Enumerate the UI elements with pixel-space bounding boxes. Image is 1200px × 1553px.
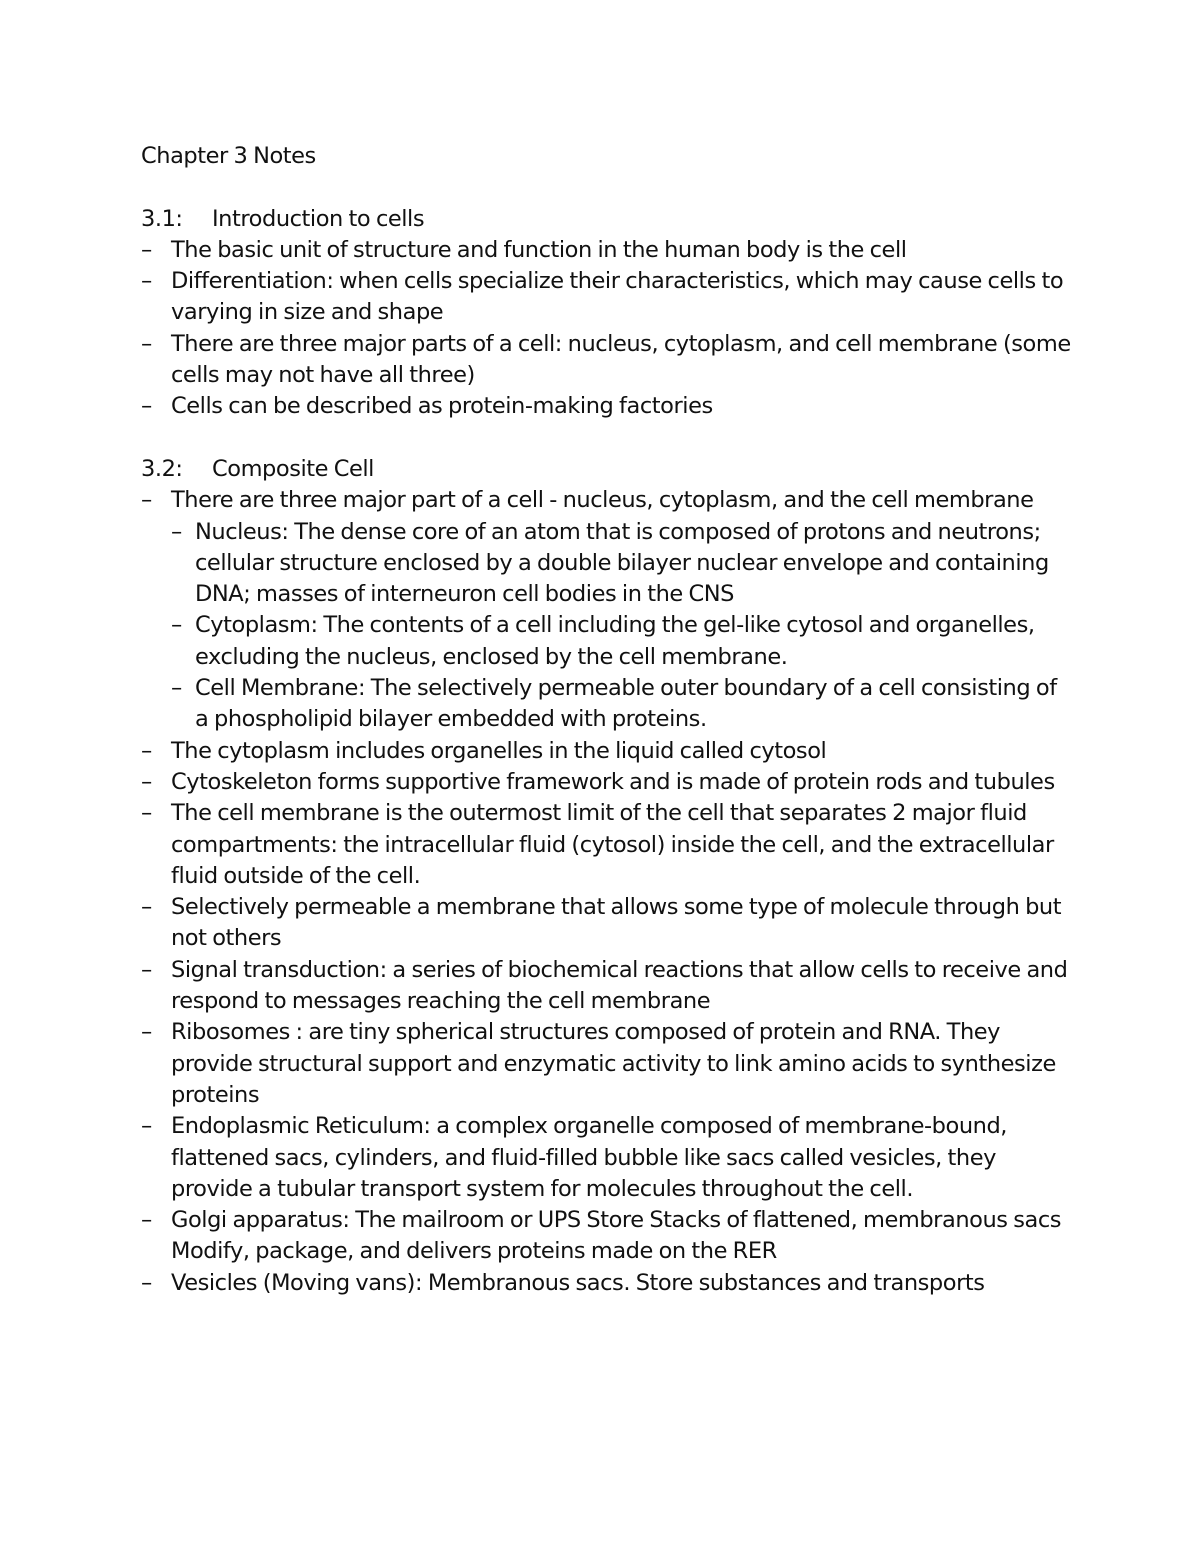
list-item-text: The basic unit of structure and function in the human body is the cell (171, 236, 907, 263)
list-item-text: Golgi apparatus: The mailroom or UPS Store Stacks of flattened, membranous sacs Modify, package, and delivers proteins made on the RER (171, 1207, 1062, 1265)
sub-list-item-text: Nucleus: The dense core of an atom that is composed of protons and neutrons; cellular structure enclosed by a double bilayer nuclear envelope and containing DNA; masses of interneuron cell bodies in the CNS (195, 518, 1049, 608)
list-item-text: Vesicles (Moving vans): Membranous sacs. Store substances and transports (171, 1269, 985, 1296)
sub-list-item (171, 673, 1071, 736)
section-heading (141, 454, 1071, 485)
list-item-text: Selectively permeable a membrane that allows some type of molecule through but not others (171, 894, 1062, 952)
dash-bullet: – (171, 612, 182, 639)
bullet-list (141, 235, 1071, 423)
sub-bullet-list (171, 517, 1071, 736)
list-item-text: Cytoskeleton forms supportive framework and is made of protein rods and tubules (171, 768, 1055, 795)
section-title: Composite Cell (212, 455, 374, 482)
dash-bullet: – (141, 330, 152, 357)
page-title: Chapter 3 Notes (141, 143, 316, 169)
list-item-text: Endoplasmic Reticulum: a complex organelle composed of membrane-bound, flattened sacs, cylinders, and fluid-filled bubble like sacs called vesicles, they provide a tubular transport system for molecules throughout the cell. (171, 1113, 1007, 1202)
list-item-text: Ribosomes : are tiny spherical structures composed of protein and RNA. They provide structural support and enzymatic activity to link amino acids to synthesize proteins (171, 1019, 1056, 1108)
list-item (141, 1111, 1071, 1205)
list-item-text: Signal transduction: a series of biochemical reactions that allow cells to receive and respond to messages reaching the cell membrane (171, 956, 1068, 1015)
dash-bullet: – (171, 518, 182, 545)
dash-bullet: – (141, 768, 152, 795)
list-item (141, 1268, 1071, 1299)
dash-bullet: – (141, 1019, 152, 1046)
dash-bullet: – (141, 1113, 152, 1140)
section-3-2 (141, 454, 1071, 1299)
dash-bullet: – (141, 1269, 152, 1296)
section-title: Introduction to cells (212, 205, 425, 232)
list-item (141, 266, 1071, 329)
list-item (141, 485, 1071, 735)
dash-bullet: – (141, 956, 152, 983)
bullet-list (141, 485, 1071, 1299)
list-item-text: The cytoplasm includes organelles in the liquid called cytosol (171, 737, 827, 764)
list-item (141, 1205, 1071, 1268)
list-item (141, 736, 1071, 767)
dash-bullet: – (141, 236, 152, 263)
list-item (141, 329, 1071, 392)
section-number: 3.2: (141, 455, 183, 482)
dash-bullet: – (141, 800, 152, 827)
list-item (141, 798, 1071, 892)
list-item (141, 955, 1071, 1018)
dash-bullet: – (141, 894, 152, 921)
list-item-text: There are three major parts of a cell: nucleus, cytoplasm, and cell membrane (some cells may not have all three) (171, 330, 1071, 389)
list-item (141, 391, 1071, 422)
list-item (141, 1017, 1071, 1111)
list-item-text: There are three major part of a cell - nucleus, cytoplasm, and the cell membrane (171, 487, 1034, 514)
sub-list-item-text: Cell Membrane: The selectively permeable outer boundary of a cell consisting of a phospholipid bilayer embedded with proteins. (195, 675, 1057, 733)
section-3-1 (141, 204, 1071, 423)
dash-bullet: – (141, 393, 152, 420)
sub-list-item (171, 517, 1071, 611)
dash-bullet: – (141, 1207, 152, 1234)
list-item-text: Differentiation: when cells specialize their characteristics, which may cause cells to varying in size and shape (171, 268, 1064, 326)
section-heading (141, 204, 1071, 235)
sub-list-item (171, 610, 1071, 673)
dash-bullet: – (171, 675, 182, 702)
list-item (141, 892, 1071, 955)
section-number: 3.1: (141, 205, 183, 232)
sub-list-item-text: Cytoplasm: The contents of a cell including the gel-like cytosol and organelles, excluding the nucleus, enclosed by the cell membrane. (195, 612, 1035, 670)
dash-bullet: – (141, 737, 152, 764)
document-body (141, 141, 1071, 1299)
list-item-text: Cells can be described as protein-making factories (171, 393, 713, 420)
dash-bullet: – (141, 268, 152, 295)
list-item (141, 767, 1071, 798)
list-item (141, 235, 1071, 266)
list-item-text: The cell membrane is the outermost limit of the cell that separates 2 major fluid compartments: the intracellular fluid (cytosol) inside the cell, and the extracellular fluid outside of the cell. (171, 800, 1054, 889)
dash-bullet: – (141, 487, 152, 514)
